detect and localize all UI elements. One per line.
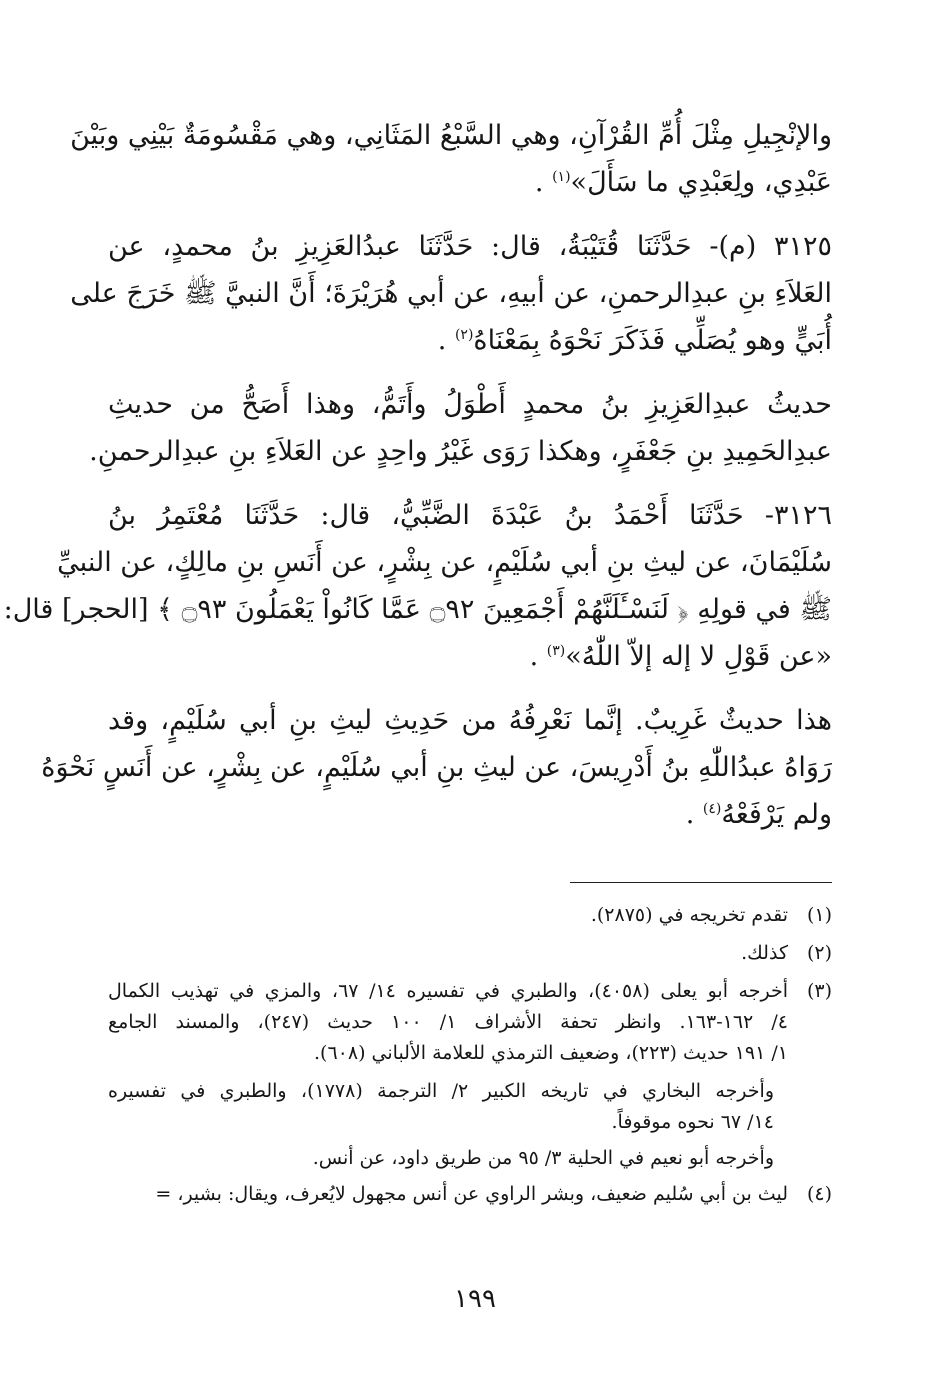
footnote-4	[108, 1179, 832, 1210]
footnote-separator	[570, 882, 832, 883]
text-line: والإنْجِيلِ مِثْلَ أُمِّ القُرْآنِ، وهي السَّبْعُ المَثَانِي، وهي مَقْسُومَةٌ بَيْنِي وبَيْنَ	[70, 120, 832, 151]
text-line	[108, 791, 832, 838]
footnote-marker[interactable]: (١)	[552, 169, 571, 185]
text-line: وأخرجه البخاري في تاريخه الكبير ٢/ الترجمة (١٧٧٨)، والطبري في تفسيره	[108, 1080, 774, 1102]
text-line: عبدِالحَمِيدِ بنِ جَعْفَرٍ، وهكذا رَوَى غَيْرُ واحِدٍ عن العَلاَءِ بنِ عبدِالرحمنِ.	[89, 436, 832, 467]
text-run: .	[534, 167, 553, 198]
text-line: وأخرجه أبو نعيم في الحلية ٣/ ٩٥ من طريق داود، عن أنس.	[312, 1147, 774, 1169]
text-run: .	[685, 799, 703, 830]
paragraph-hadith-3126	[3, 492, 832, 680]
text-line: أخرجه أبو يعلى (٤٠٥٨)، والطبري في تفسيره ١٤/ ٦٧، والمزي في تهذيب الكمال	[108, 980, 788, 1002]
text-line: حديثُ عبدِالعَزِيزِ بنُ محمدٍ أَطْوَلُ وأَتَمُّ، وهذا أَصَحُّ من حديثِ	[108, 389, 832, 420]
text-line: ٣١٢٦- حَدَّثَنَا أَحْمَدُ بنُ عَبْدَةَ الضَّبِّيُّ، قال: حَدَّثَنَا مُعْتَمِرُ بنُ	[108, 500, 832, 531]
footnote-text: تقدم تخريجه في (٢٨٧٥).	[590, 904, 788, 926]
footnote-3-continuation	[108, 1143, 832, 1174]
text-line: العَلاَءِ بنِ عبدِالرحمنِ، عن أبيهِ، عن أبي هُرَيْرَةَ؛ أَنَّ النبيَّ ﷺ خَرَجَ على	[70, 278, 832, 309]
text-run: .	[529, 641, 547, 672]
text-line: ١/ ١٩١ حديث (٢٢٣)، وضعيف الترمذي للعلامة الألباني (٦٠٨).	[314, 1042, 788, 1064]
footnote-2	[108, 938, 832, 969]
quran-verse-line: ﷺ في قولِهِ ﴿ لَنَسْـَٔلَنَّهُمْ أَجْمَعِينَ ۝٩٢ عَمَّا كَانُواْ يَعْمَلُونَ ۝٩٣ ﴾ [الحجر] قال:	[3, 594, 832, 625]
text-line	[108, 633, 832, 680]
footnote-number: (١)	[806, 904, 832, 926]
text-line	[108, 159, 832, 206]
text-line	[108, 317, 832, 364]
text-line: سُلَيْمَانَ، عن ليثِ بنِ أبي سُلَيْمٍ، عن بِشْرٍ، عن أَنَسِ بنِ مالِكٍ، عن النبيِّ	[57, 547, 832, 578]
footnote-number: (٢)	[806, 942, 832, 964]
footnote-3	[108, 976, 832, 1069]
footnote-marker[interactable]: (٣)	[546, 643, 566, 659]
text-run: .	[437, 325, 455, 356]
footnote-text	[108, 976, 788, 1069]
main-text	[3, 112, 832, 838]
paragraph-commentary	[89, 381, 832, 475]
paragraph-1	[70, 112, 832, 206]
footnote-marker[interactable]: (٢)	[454, 327, 474, 343]
footnote-marker[interactable]: (٤)	[702, 801, 722, 817]
text-run: «عن قَوْلِ لا إله إلاّ اللّٰهُ»	[565, 641, 832, 672]
footnote-text: ليث بن أبي سُليم ضعيف، وبشر الراوي عن أنس مجهول لايُعرف، ويقال: بشير، =	[155, 1183, 788, 1205]
footnote-1	[108, 900, 832, 931]
text-run: عَبْدِي، ولِعَبْدِي ما سَأَلَ»	[570, 167, 832, 198]
page-number: ١٩٩	[454, 1284, 496, 1314]
text-line: رَوَاهُ عبدُاللّٰهِ بنُ أَدْرِيسَ، عن ليثِ بنِ أبي سُلَيْمٍ، عن بِشْرٍ، عن أَنَسٍ نَحْوَهُ	[41, 752, 832, 783]
text-line: ١٤/ ٦٧ نحوه موقوفاً.	[611, 1111, 774, 1133]
footnote-3-continuation	[108, 1076, 832, 1138]
footnote-number: (٣)	[806, 980, 832, 1002]
text-line: هذا حديثٌ غَرِيبٌ. إنَّما نَعْرِفُهُ من حَدِيثِ ليثِ بنِ أبي سُلَيْمٍ، وقد	[108, 705, 832, 736]
footnote-number: (٤)	[806, 1183, 832, 1205]
footnote-text: كذلك.	[741, 942, 788, 964]
paragraph-grading	[41, 697, 832, 838]
footnotes	[108, 900, 832, 1217]
paragraph-hadith-3125	[70, 223, 832, 364]
text-line: ٤/ ١٦٢-١٦٣. وانظر تحفة الأشراف ١/ ١٠٠ حديث (٢٤٧)، والمسند الجامع	[108, 1011, 789, 1033]
text-run: أُبَيٍّ وهو يُصَلِّي فَذَكَرَ نَحْوَهُ بِمَعْنَاهُ	[473, 325, 832, 356]
text-line: ٣١٢٥ (م)- حَدَّثَنَا قُتَيْبَةُ، قال: حَدَّثَنَا عبدُالعَزِيزِ بنُ محمدٍ، عن	[108, 231, 832, 262]
text-run: ولم يَرْفَعْهُ	[721, 799, 832, 830]
